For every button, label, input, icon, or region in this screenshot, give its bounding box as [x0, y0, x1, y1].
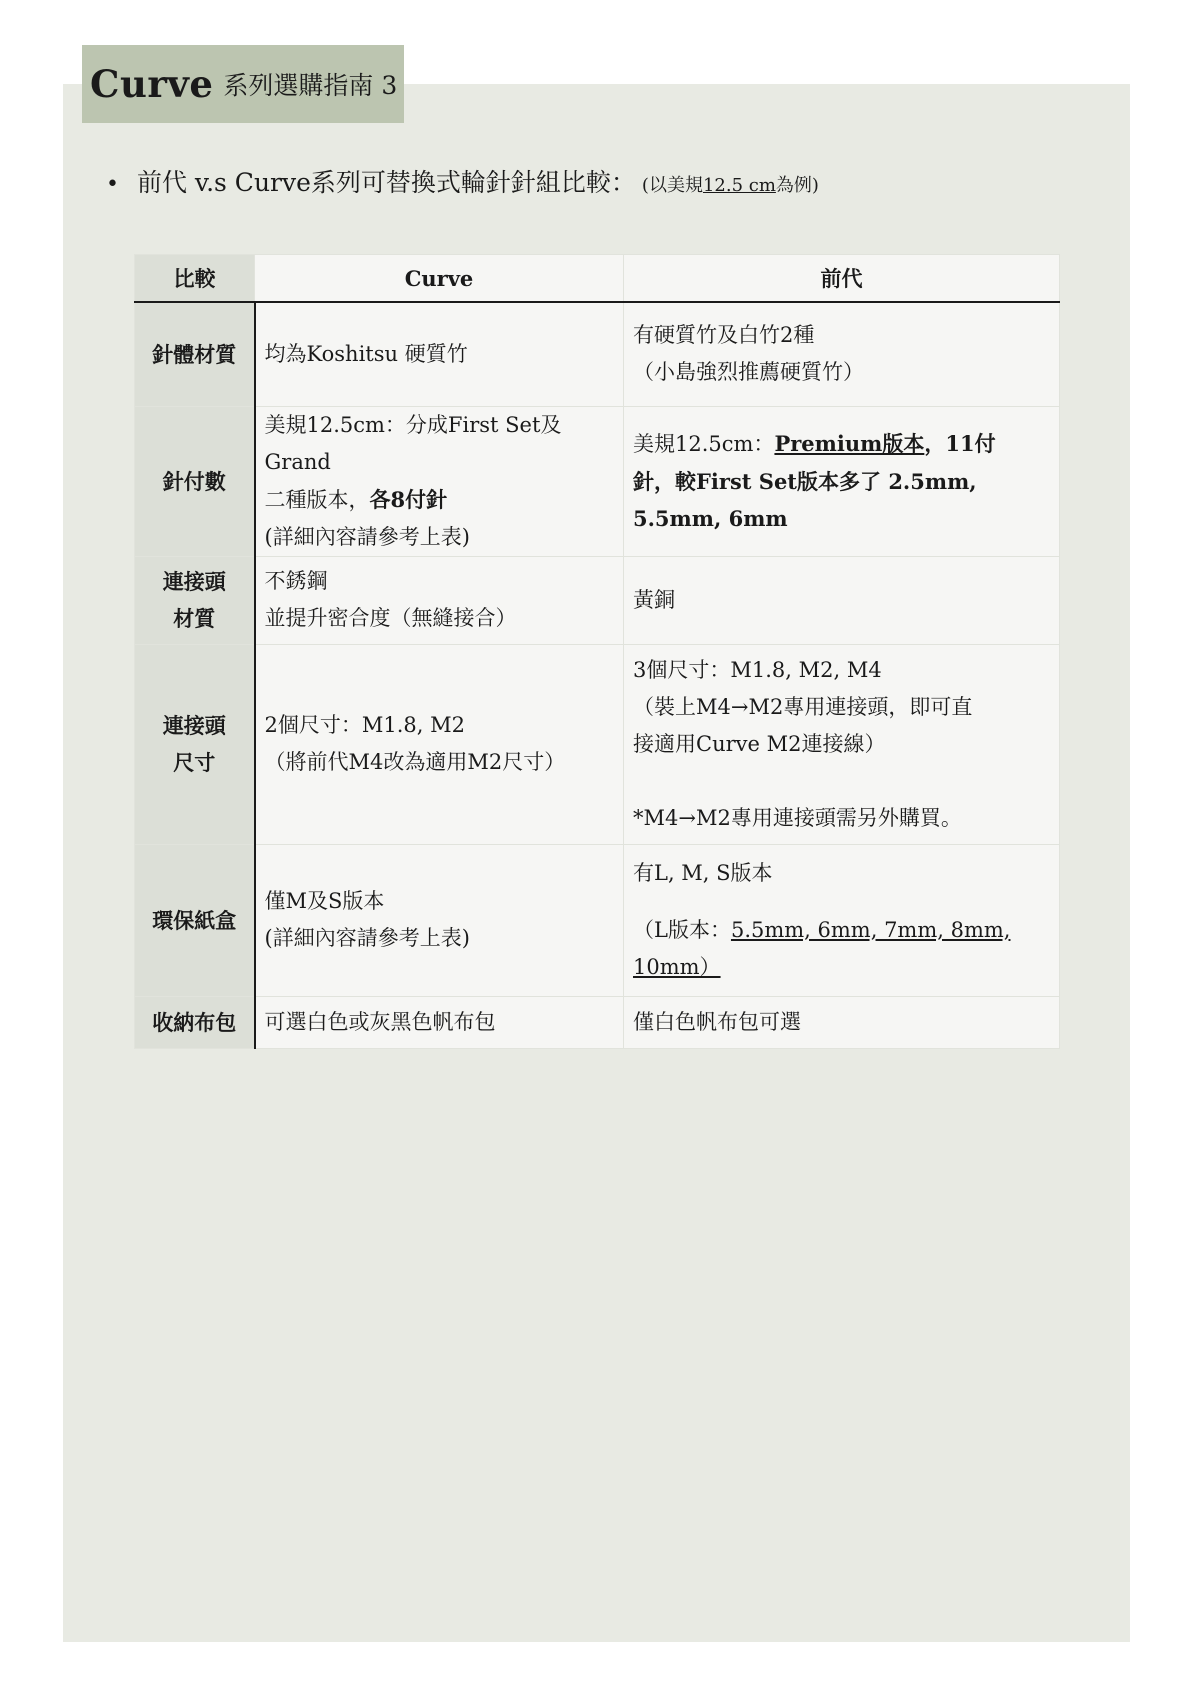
curve-cell: 不銹鋼 並提升密合度（無縫接合） [255, 556, 624, 644]
title-main: Curve [90, 62, 214, 106]
row-label: 連接頭 尺寸 [135, 644, 255, 844]
header-compare: 比較 [135, 255, 255, 303]
title-sub: 系列選購指南 3 [223, 71, 398, 100]
bullet-heading [106, 163, 819, 199]
curve-cell: 僅M及S版本 (詳細內容請參考上表) [255, 844, 624, 996]
previous-cell: 3個尺寸：M1.8, M2, M4 （裝上M4→M2專用連接頭，即可直 接適用Curve M2連接線） *M4→M2專用連接頭需另外購買。 [624, 644, 1060, 844]
row-label: 收納布包 [135, 996, 255, 1048]
bullet-text: 前代 v.s Curve系列可替換式輪針針組比較： [136, 168, 636, 197]
page-title [82, 45, 404, 123]
previous-cell: 美規12.5cm：Premium版本，11付 針，較First Set版本多了 2.5mm, 5.5mm, 6mm [624, 406, 1060, 556]
previous-cell: 黃銅 [624, 556, 1060, 644]
table-row [135, 556, 1060, 644]
bullet-note: (以美規12.5 cm為例) [641, 175, 819, 196]
curve-cell: 均為Koshitsu 硬質竹 [255, 302, 624, 406]
table-row [135, 302, 1060, 406]
table-row [135, 406, 1060, 556]
table-row [135, 996, 1060, 1048]
previous-cell: 有硬質竹及白竹2種 （小島強烈推薦硬質竹） [624, 302, 1060, 406]
row-label: 針付數 [135, 406, 255, 556]
header-curve: Curve [255, 255, 624, 303]
comparison-table [134, 254, 1060, 1049]
previous-cell: 有L, M, S版本 （L版本：5.5mm, 6mm, 7mm, 8mm, 10mm） [624, 844, 1060, 996]
table-row [135, 844, 1060, 996]
row-label: 針體材質 [135, 302, 255, 406]
table-header-row [135, 255, 1060, 303]
previous-cell: 僅白色帆布包可選 [624, 996, 1060, 1048]
bullet-icon: • [106, 172, 119, 197]
curve-cell: 2個尺寸：M1.8, M2 （將前代M4改為適用M2尺寸） [255, 644, 624, 844]
table-row [135, 644, 1060, 844]
curve-cell: 美規12.5cm：分成First Set及Grand 二種版本，各8付針 (詳細內容請參考上表) [255, 406, 624, 556]
row-label: 連接頭 材質 [135, 556, 255, 644]
row-label: 環保紙盒 [135, 844, 255, 996]
curve-cell: 可選白色或灰黑色帆布包 [255, 996, 624, 1048]
header-previous: 前代 [624, 255, 1060, 303]
